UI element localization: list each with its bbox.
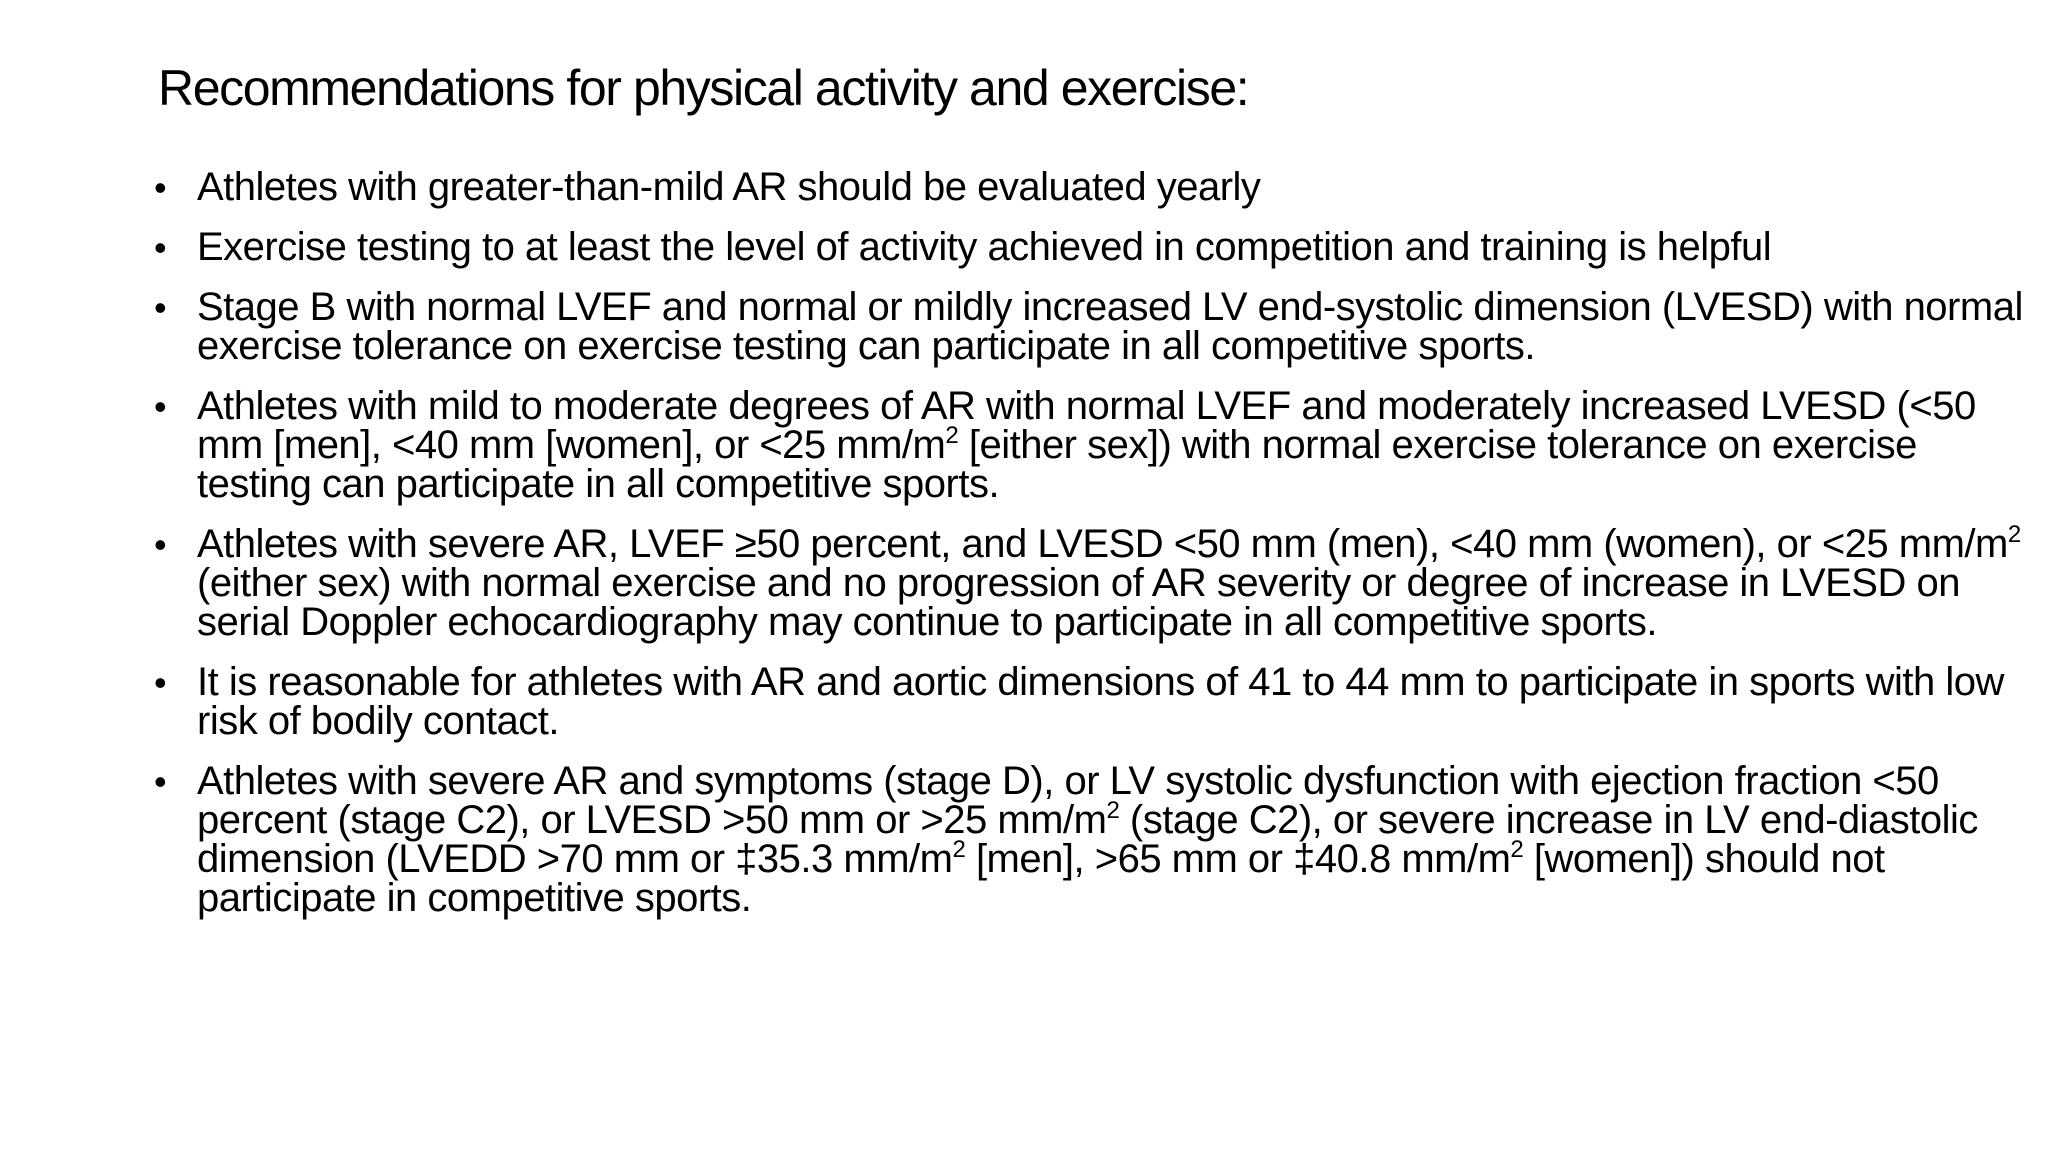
- bullet-icon: •: [154, 662, 167, 703]
- list-item: [150, 165, 2030, 209]
- bullet-icon: •: [154, 524, 167, 565]
- slide-title: Recommendations for physical activity and exercise:: [158, 60, 1249, 116]
- superscript: 2: [1510, 836, 1524, 863]
- bullet-icon: •: [154, 761, 167, 802]
- bullet-text: Athletes with mild to moderate degrees of AR with normal LVEF and moderately increased LVESD (<50 mm [men], <40 mm [women], or <25 $mm/m^2$ [either sex]) with normal exercise tolerance on exercise testing can participate in all competitive sports.: [197, 384, 1976, 506]
- bullet-icon: •: [154, 287, 167, 328]
- bullet-text: Athletes with severe AR and symptoms (stage D), or LV systolic dysfunction with ejection fraction <50 percent (stage C2), or LVESD >50 mm or >25 $mm/m^2$ (stage C2), or severe increase in LV end-diastolic dimension (LVEDD >70 mm or ‡35.3 $mm/m^2$ [men], >65 mm or ‡40.8 $mm/m^2$ [women]) should not participate in competitive sports.: [197, 759, 1978, 920]
- bullet-text: Exercise testing to at least the level of activity achieved in competition and training is helpful: [197, 225, 1772, 269]
- bullet-text: Stage B with normal LVEF and normal or mildly increased LV end-systolic dimension (LVESD) with normal exercise tolerance on exercise testing can participate in all competitive sports.: [197, 285, 2023, 368]
- superscript: 2: [2007, 521, 2021, 548]
- bullet-icon: •: [154, 227, 167, 268]
- bullet-text: Athletes with greater-than-mild AR should be evaluated yearly: [197, 165, 1261, 209]
- list-item: [150, 384, 2030, 506]
- list-item: [150, 660, 2030, 743]
- bullet-text: Athletes with severe AR, LVEF ≥50 percent, and LVESD <50 mm (men), <40 mm (women), or <25 $mm/m^2$ (either sex) with normal exercise and no progression of AR severity or degree of increase in LVESD on serial Doppler echocardiography may continue to participate in all competitive sports.: [197, 521, 2021, 644]
- superscript: 2: [945, 422, 959, 449]
- bullet-list: [150, 165, 2030, 939]
- bullet-icon: •: [154, 386, 167, 427]
- bullet-icon: •: [154, 167, 167, 208]
- list-item: [150, 521, 2030, 644]
- superscript: 2: [952, 836, 966, 863]
- bullet-text: It is reasonable for athletes with AR and aortic dimensions of 41 to 44 mm to participate in sports with low risk of bodily contact.: [197, 660, 2004, 743]
- list-item: [150, 759, 2030, 920]
- list-item: [150, 285, 2030, 368]
- list-item: [150, 225, 2030, 269]
- superscript: 2: [1106, 797, 1120, 824]
